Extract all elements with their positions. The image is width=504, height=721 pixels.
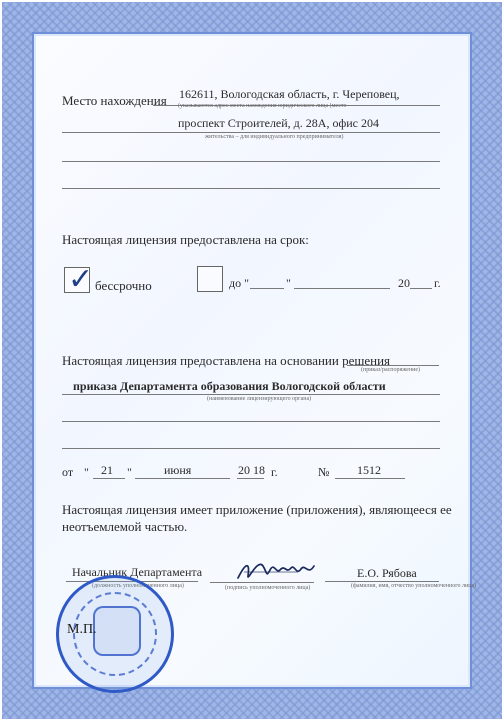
date-year-line [237, 478, 264, 479]
location-address-line2: проспект Строителей, д. 28А, офис 204 [178, 116, 379, 130]
until-prefix: до " [229, 276, 250, 290]
position-hint: (должность уполномоченного лица) [92, 583, 184, 589]
check-mark-icon: ✓ [68, 262, 94, 297]
number-label: № [318, 465, 330, 479]
basis-label-line [347, 365, 439, 366]
blank-line-2 [62, 188, 440, 189]
signature-line [210, 582, 314, 583]
perpetual-checkbox [64, 262, 94, 297]
decision-number: 1512 [357, 463, 381, 477]
date-year: 20 18 [238, 463, 265, 477]
basis-label-hint: (приказ/распоряжение) [361, 367, 421, 373]
blank-line-4 [62, 448, 440, 449]
date-day-line [93, 478, 125, 479]
appendix-note-line1: Настоящая лицензия имеет приложение (приложения), являющееся ее [62, 502, 452, 517]
appendix-note-line2: неотъемлемой частью. [62, 519, 188, 534]
date-month-line [135, 478, 230, 479]
date-quote-open: " [84, 465, 89, 479]
until-year-line [410, 288, 432, 289]
basis-label: Настоящая лицензия предоставлена на основании решения [62, 353, 391, 368]
number-line [335, 478, 405, 479]
date-day: 21 [101, 463, 113, 477]
until-date-checkbox [197, 266, 223, 292]
official-name: Е.О. Рябова [357, 566, 417, 580]
name-hint: (фамилия, имя, отчество уполномоченного лица) [351, 583, 477, 589]
until-quote-close: " [286, 276, 291, 290]
date-prefix: от [62, 465, 74, 479]
date-quote-close: " [127, 465, 132, 479]
location-hint-2: жительства – для индивидуального предпринимателя) [205, 134, 344, 140]
signature-image [232, 554, 324, 584]
signature-hint: (подпись уполномоченного лица) [225, 585, 311, 591]
date-year-suffix: г. [271, 465, 278, 479]
location-line-2 [62, 132, 440, 133]
term-label: Настоящая лицензия предоставлена на срок: [62, 232, 309, 247]
basis-text-hint: (наименование лицензирующего органа) [207, 396, 312, 402]
perpetual-label: бессрочно [95, 278, 152, 293]
coat-of-arms-icon [93, 606, 141, 656]
official-position: Начальник Департамента [72, 565, 203, 579]
until-day-line [250, 288, 284, 289]
until-month-line [294, 288, 390, 289]
until-suffix: г. [434, 276, 441, 290]
location-address-line1: 162611, Вологодская область, г. Череповец, [179, 87, 400, 101]
location-label: Место нахождения [62, 93, 167, 108]
date-month: июня [164, 463, 192, 477]
location-hint-1: (указываются адрес места нахождения юридического лица (место [178, 103, 347, 109]
basis-text: приказа Департамента образования Вологодской области [73, 379, 386, 393]
stamp-mp-label: М.П. [67, 622, 97, 637]
blank-line-1 [62, 161, 440, 162]
blank-line-3 [62, 421, 440, 422]
basis-text-line [62, 394, 440, 395]
name-line [325, 581, 439, 582]
until-year: 20 [398, 276, 410, 290]
